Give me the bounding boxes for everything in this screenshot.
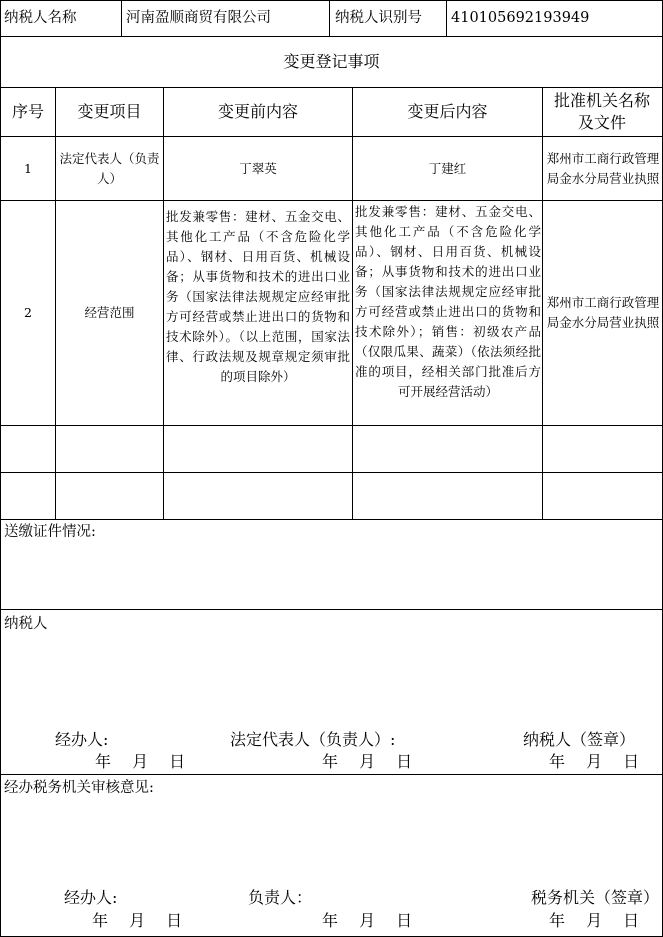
tax-office-date-1: 年 月 日 xyxy=(92,911,183,930)
rule-row3-bottom xyxy=(0,472,663,473)
col-header-after: 变更后内容 xyxy=(407,102,488,121)
tax-office-seal-label: 税务机关（签章） xyxy=(531,888,660,907)
taxpayer-date-3: 年 月 日 xyxy=(549,752,640,771)
taxpayer-date-1: 年 月 日 xyxy=(95,752,186,771)
row1-authority: 郑州市工商行政管理局金水分局营业执照 xyxy=(546,150,660,186)
tax-office-handler-label: 经办人: xyxy=(64,888,118,907)
taxpayer-handler-label: 经办人: xyxy=(55,730,109,749)
row1-before: 丁翠英 xyxy=(239,160,277,176)
row2-item: 经营范围 xyxy=(84,305,135,320)
col-header-before: 变更前内容 xyxy=(217,102,298,121)
row2-before: 批发兼零售：建材、五金交电、其他化工产品（不含危险化学品）、钢材、日用百货、机械设备；从事货物和技术的进出口业务（国家法律法规规定应经审批方可经营或禁止进出口的货物和技术除外）。（以上范围，国家法律、行政法规及规章规定须审批的项目除外） xyxy=(166,209,350,384)
section-title: 变更登记事项 xyxy=(283,52,380,71)
taxpayer-name-label: 纳税人名称 xyxy=(4,10,77,26)
row1-seq: 1 xyxy=(24,160,32,176)
tax-office-opinion-label: 经办税务机关审核意见: xyxy=(4,780,154,796)
rule-docs-bottom xyxy=(0,609,663,610)
rule-row4-bottom xyxy=(0,519,663,520)
rule-header-v2 xyxy=(329,0,330,37)
row2-seq: 2 xyxy=(24,305,32,320)
rule-header-v1 xyxy=(121,0,122,37)
taxpayer-legal-rep-label: 法定代表人（负责人）: xyxy=(230,730,396,749)
taxpayer-name-value: 河南盈顺商贸有限公司 xyxy=(126,10,271,26)
col-header-authority: 批准机关名称及文件 xyxy=(553,91,650,132)
row1-after: 丁建红 xyxy=(428,160,467,176)
taxpayer-date-2: 年 月 日 xyxy=(322,752,413,771)
taxpayer-id-label: 纳税人识别号 xyxy=(335,10,422,26)
tax-office-date-2: 年 月 日 xyxy=(322,911,413,930)
rule-col-after xyxy=(542,87,543,520)
taxpayer-label: 纳税人 xyxy=(4,616,48,632)
rule-taxpayer-bottom xyxy=(0,774,663,775)
row2-after: 批发兼零售：建材、五金交电、其他化工产品（不含危险化学品）、钢材、日用百货、机械设备；从事货物和技术的进出口业务（国家法律法规规定应经审批方可经营或禁止进出口的货物和技术除外）；销售：初级农产品（仅限瓜果、蔬菜）（依法须经批准的项目，经相关部门批准后方可开展经营活动） xyxy=(355,204,541,399)
rule-header-v3 xyxy=(446,0,447,37)
col-header-item: 变更项目 xyxy=(77,102,142,121)
border-top xyxy=(0,0,663,1)
documents-label: 送缴证件情况: xyxy=(4,524,96,540)
row1-item: 法定代表人（负责人） xyxy=(59,150,160,186)
row2-authority: 郑州市工商行政管理局金水分局营业执照 xyxy=(546,295,660,330)
rule-row2-bottom xyxy=(0,425,663,426)
tax-office-date-3: 年 月 日 xyxy=(549,911,640,930)
col-header-seq: 序号 xyxy=(11,102,44,121)
taxpayer-seal-label: 纳税人（签章） xyxy=(523,730,636,749)
tax-office-responsible-label: 负责人： xyxy=(248,888,313,907)
taxpayer-id-value: 410105692193949 xyxy=(451,10,590,26)
